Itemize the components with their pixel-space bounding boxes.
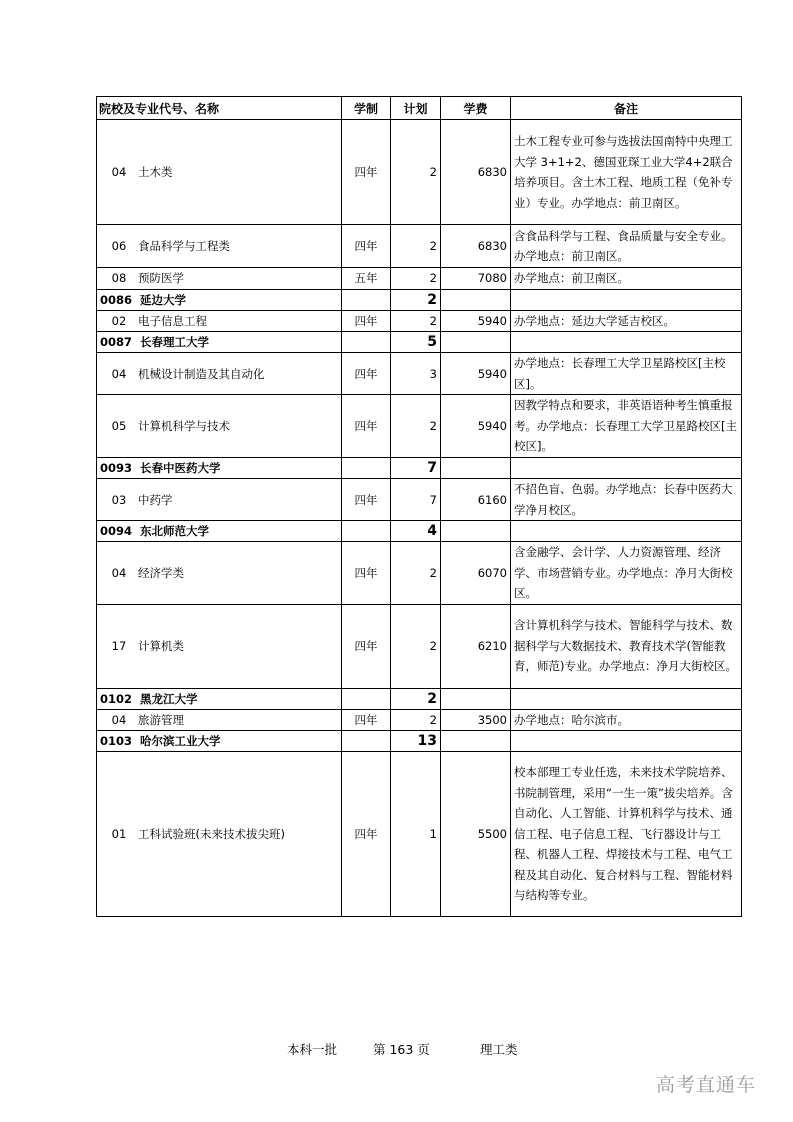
major-name: 电子信息工程 (138, 313, 207, 328)
school-plan: 13 (391, 731, 441, 752)
school-name: 哈尔滨工业大学 (140, 734, 221, 748)
major-plan: 2 (391, 395, 441, 458)
major-plan: 7 (391, 479, 441, 521)
major-row (97, 225, 742, 268)
major-code: 06 (111, 239, 127, 253)
major-row (97, 752, 742, 917)
major-duration: 四年 (342, 479, 391, 521)
major-row (97, 353, 742, 395)
school-code: 0103 (100, 734, 133, 748)
empty-cell (441, 458, 511, 479)
school-row (97, 289, 742, 310)
major-code: 17 (111, 639, 127, 653)
major-plan: 3 (391, 353, 441, 395)
empty-cell (342, 688, 391, 709)
table-body (97, 120, 742, 917)
school-row (97, 731, 742, 752)
school-name-cell (97, 731, 342, 752)
empty-cell (441, 521, 511, 542)
major-name: 机械设计制造及其自动化 (138, 366, 265, 381)
school-name: 黑龙江大学 (140, 691, 198, 706)
school-plan: 4 (391, 521, 441, 542)
major-note: 土木工程专业可参与选拔法国南特中央理工大学 3+1+2、德国亚琛工业大学4+2联合培养项目。含土木工程、地质工程（免补专业）专业。办学地点：前卫南区。 (511, 120, 742, 225)
empty-cell (511, 289, 742, 310)
major-duration: 五年 (342, 268, 391, 290)
school-name-cell (97, 521, 342, 542)
major-row (97, 709, 742, 731)
major-fee: 5940 (441, 395, 511, 458)
major-note: 办学地点：前卫南区。 (511, 268, 742, 290)
school-row (97, 688, 742, 709)
major-row (97, 310, 742, 332)
major-plan: 2 (391, 310, 441, 332)
major-row (97, 268, 742, 290)
empty-cell (511, 688, 742, 709)
school-plan: 2 (391, 289, 441, 310)
school-code: 0087 (100, 335, 133, 349)
empty-cell (342, 289, 391, 310)
school-name: 东北师范大学 (140, 524, 209, 538)
major-plan: 2 (391, 268, 441, 290)
major-code: 04 (111, 565, 127, 580)
major-note: 含食品科学与工程、食品质量与安全专业。办学地点：前卫南区。 (511, 225, 742, 268)
major-fee: 6160 (441, 479, 511, 521)
major-name-cell (97, 542, 342, 605)
table-header-row (97, 97, 742, 120)
footer-category: 理工类 (480, 1042, 518, 1057)
major-name-cell (97, 604, 342, 688)
major-plan: 1 (391, 752, 441, 917)
empty-cell (441, 688, 511, 709)
major-code: 04 (111, 165, 127, 179)
school-plan: 7 (391, 458, 441, 479)
major-duration: 四年 (342, 709, 391, 731)
school-row (97, 521, 742, 542)
major-row (97, 479, 742, 521)
major-name: 旅游管理 (138, 712, 184, 727)
major-code: 08 (111, 271, 127, 286)
major-code: 01 (111, 827, 127, 841)
header-name: 院校及专业代号、名称 (97, 97, 342, 120)
header-plan: 计划 (391, 97, 441, 120)
major-name: 食品科学与工程类 (138, 239, 230, 253)
major-note: 含计算机科学与技术、智能科学与技术、数据科学与大数据技术、教育技术学(智能教育，师范)专业。办学地点：净月大街校区。 (511, 604, 742, 688)
major-note: 办学地点：长春理工大学卫星路校区[主校区]。 (511, 353, 742, 395)
school-name-cell (97, 289, 342, 310)
school-code: 0094 (100, 524, 133, 538)
major-name: 土木类 (138, 165, 173, 179)
major-name: 中药学 (138, 492, 173, 507)
major-fee: 6830 (441, 120, 511, 225)
major-row (97, 395, 742, 458)
school-code: 0086 (100, 292, 133, 307)
empty-cell (511, 458, 742, 479)
school-row (97, 332, 742, 353)
empty-cell (342, 521, 391, 542)
major-code: 04 (111, 712, 127, 727)
major-duration: 四年 (342, 310, 391, 332)
major-note: 含金融学、会计学、人力资源管理、经济学、市场营销专业。办学地点：净月大街校区。 (511, 542, 742, 605)
major-code: 04 (111, 366, 127, 381)
school-name: 长春中医药大学 (140, 461, 221, 475)
major-fee: 7080 (441, 268, 511, 290)
major-note: 办学地点：哈尔滨市。 (511, 709, 742, 731)
major-fee: 5940 (441, 310, 511, 332)
school-code: 0102 (100, 691, 133, 706)
major-fee: 6070 (441, 542, 511, 605)
major-duration: 四年 (342, 120, 391, 225)
major-fee: 6830 (441, 225, 511, 268)
admission-plan-table (96, 96, 742, 917)
major-name: 计算机类 (138, 639, 184, 653)
watermark-text: 高考直通车 (656, 1074, 757, 1096)
major-name-cell (97, 752, 342, 917)
major-fee: 5500 (441, 752, 511, 917)
header-fee: 学费 (441, 97, 511, 120)
school-name: 延边大学 (140, 292, 186, 307)
footer-page-number: 第 163 页 (373, 1042, 430, 1057)
major-plan: 2 (391, 709, 441, 731)
major-fee: 5940 (441, 353, 511, 395)
major-note: 办学地点：延边大学延吉校区。 (511, 310, 742, 332)
major-name-cell (97, 479, 342, 521)
school-name-cell (97, 332, 342, 353)
empty-cell (342, 458, 391, 479)
empty-cell (342, 731, 391, 752)
major-code: 03 (111, 492, 127, 507)
major-name: 计算机科学与技术 (138, 419, 230, 433)
major-code: 02 (111, 313, 127, 328)
major-name-cell (97, 120, 342, 225)
empty-cell (511, 332, 742, 353)
major-note: 因教学特点和要求，非英语语种考生慎重报考。办学地点：长春理工大学卫星路校区[主校区]。 (511, 395, 742, 458)
major-name-cell (97, 395, 342, 458)
major-note: 不招色盲、色弱。办学地点：长春中医药大学净月校区。 (511, 479, 742, 521)
major-name: 经济学类 (138, 565, 184, 580)
footer-batch: 本科一批 (287, 1042, 338, 1057)
empty-cell (441, 332, 511, 353)
header-note: 备注 (511, 97, 742, 120)
major-plan: 2 (391, 542, 441, 605)
major-fee: 3500 (441, 709, 511, 731)
major-plan: 2 (391, 225, 441, 268)
major-plan: 2 (391, 120, 441, 225)
empty-cell (511, 731, 742, 752)
major-plan: 2 (391, 604, 441, 688)
major-row (97, 120, 742, 225)
major-name-cell (97, 310, 342, 332)
major-note: 校本部理工专业任选，未来技术学院培养、书院制管理，采用“一生一策”拔尖培养。含自动化、人工智能、计算机科学与技术、通信工程、电子信息工程、飞行器设计与工程、机器人工程、焊接技术与工程、电气工程及其自动化、复合材料与工程、智能材料与结构等专业。 (511, 752, 742, 917)
major-name-cell (97, 225, 342, 268)
major-name-cell (97, 353, 342, 395)
school-row (97, 458, 742, 479)
empty-cell (342, 332, 391, 353)
major-name: 工科试验班(未来技术拔尖班) (138, 827, 285, 841)
empty-cell (441, 731, 511, 752)
major-duration: 四年 (342, 225, 391, 268)
major-name-cell (97, 709, 342, 731)
empty-cell (441, 289, 511, 310)
major-duration: 四年 (342, 604, 391, 688)
school-name-cell (97, 458, 342, 479)
major-code: 05 (111, 419, 127, 433)
major-fee: 6210 (441, 604, 511, 688)
major-row (97, 542, 742, 605)
school-code: 0093 (100, 461, 133, 475)
major-row (97, 604, 742, 688)
major-name: 预防医学 (138, 271, 184, 286)
major-duration: 四年 (342, 752, 391, 917)
major-name-cell (97, 268, 342, 290)
empty-cell (511, 521, 742, 542)
major-duration: 四年 (342, 542, 391, 605)
school-name: 长春理工大学 (140, 335, 209, 349)
major-duration: 四年 (342, 353, 391, 395)
header-duration: 学制 (342, 97, 391, 120)
school-name-cell (97, 688, 342, 709)
school-plan: 2 (391, 688, 441, 709)
school-plan: 5 (391, 332, 441, 353)
major-duration: 四年 (342, 395, 391, 458)
